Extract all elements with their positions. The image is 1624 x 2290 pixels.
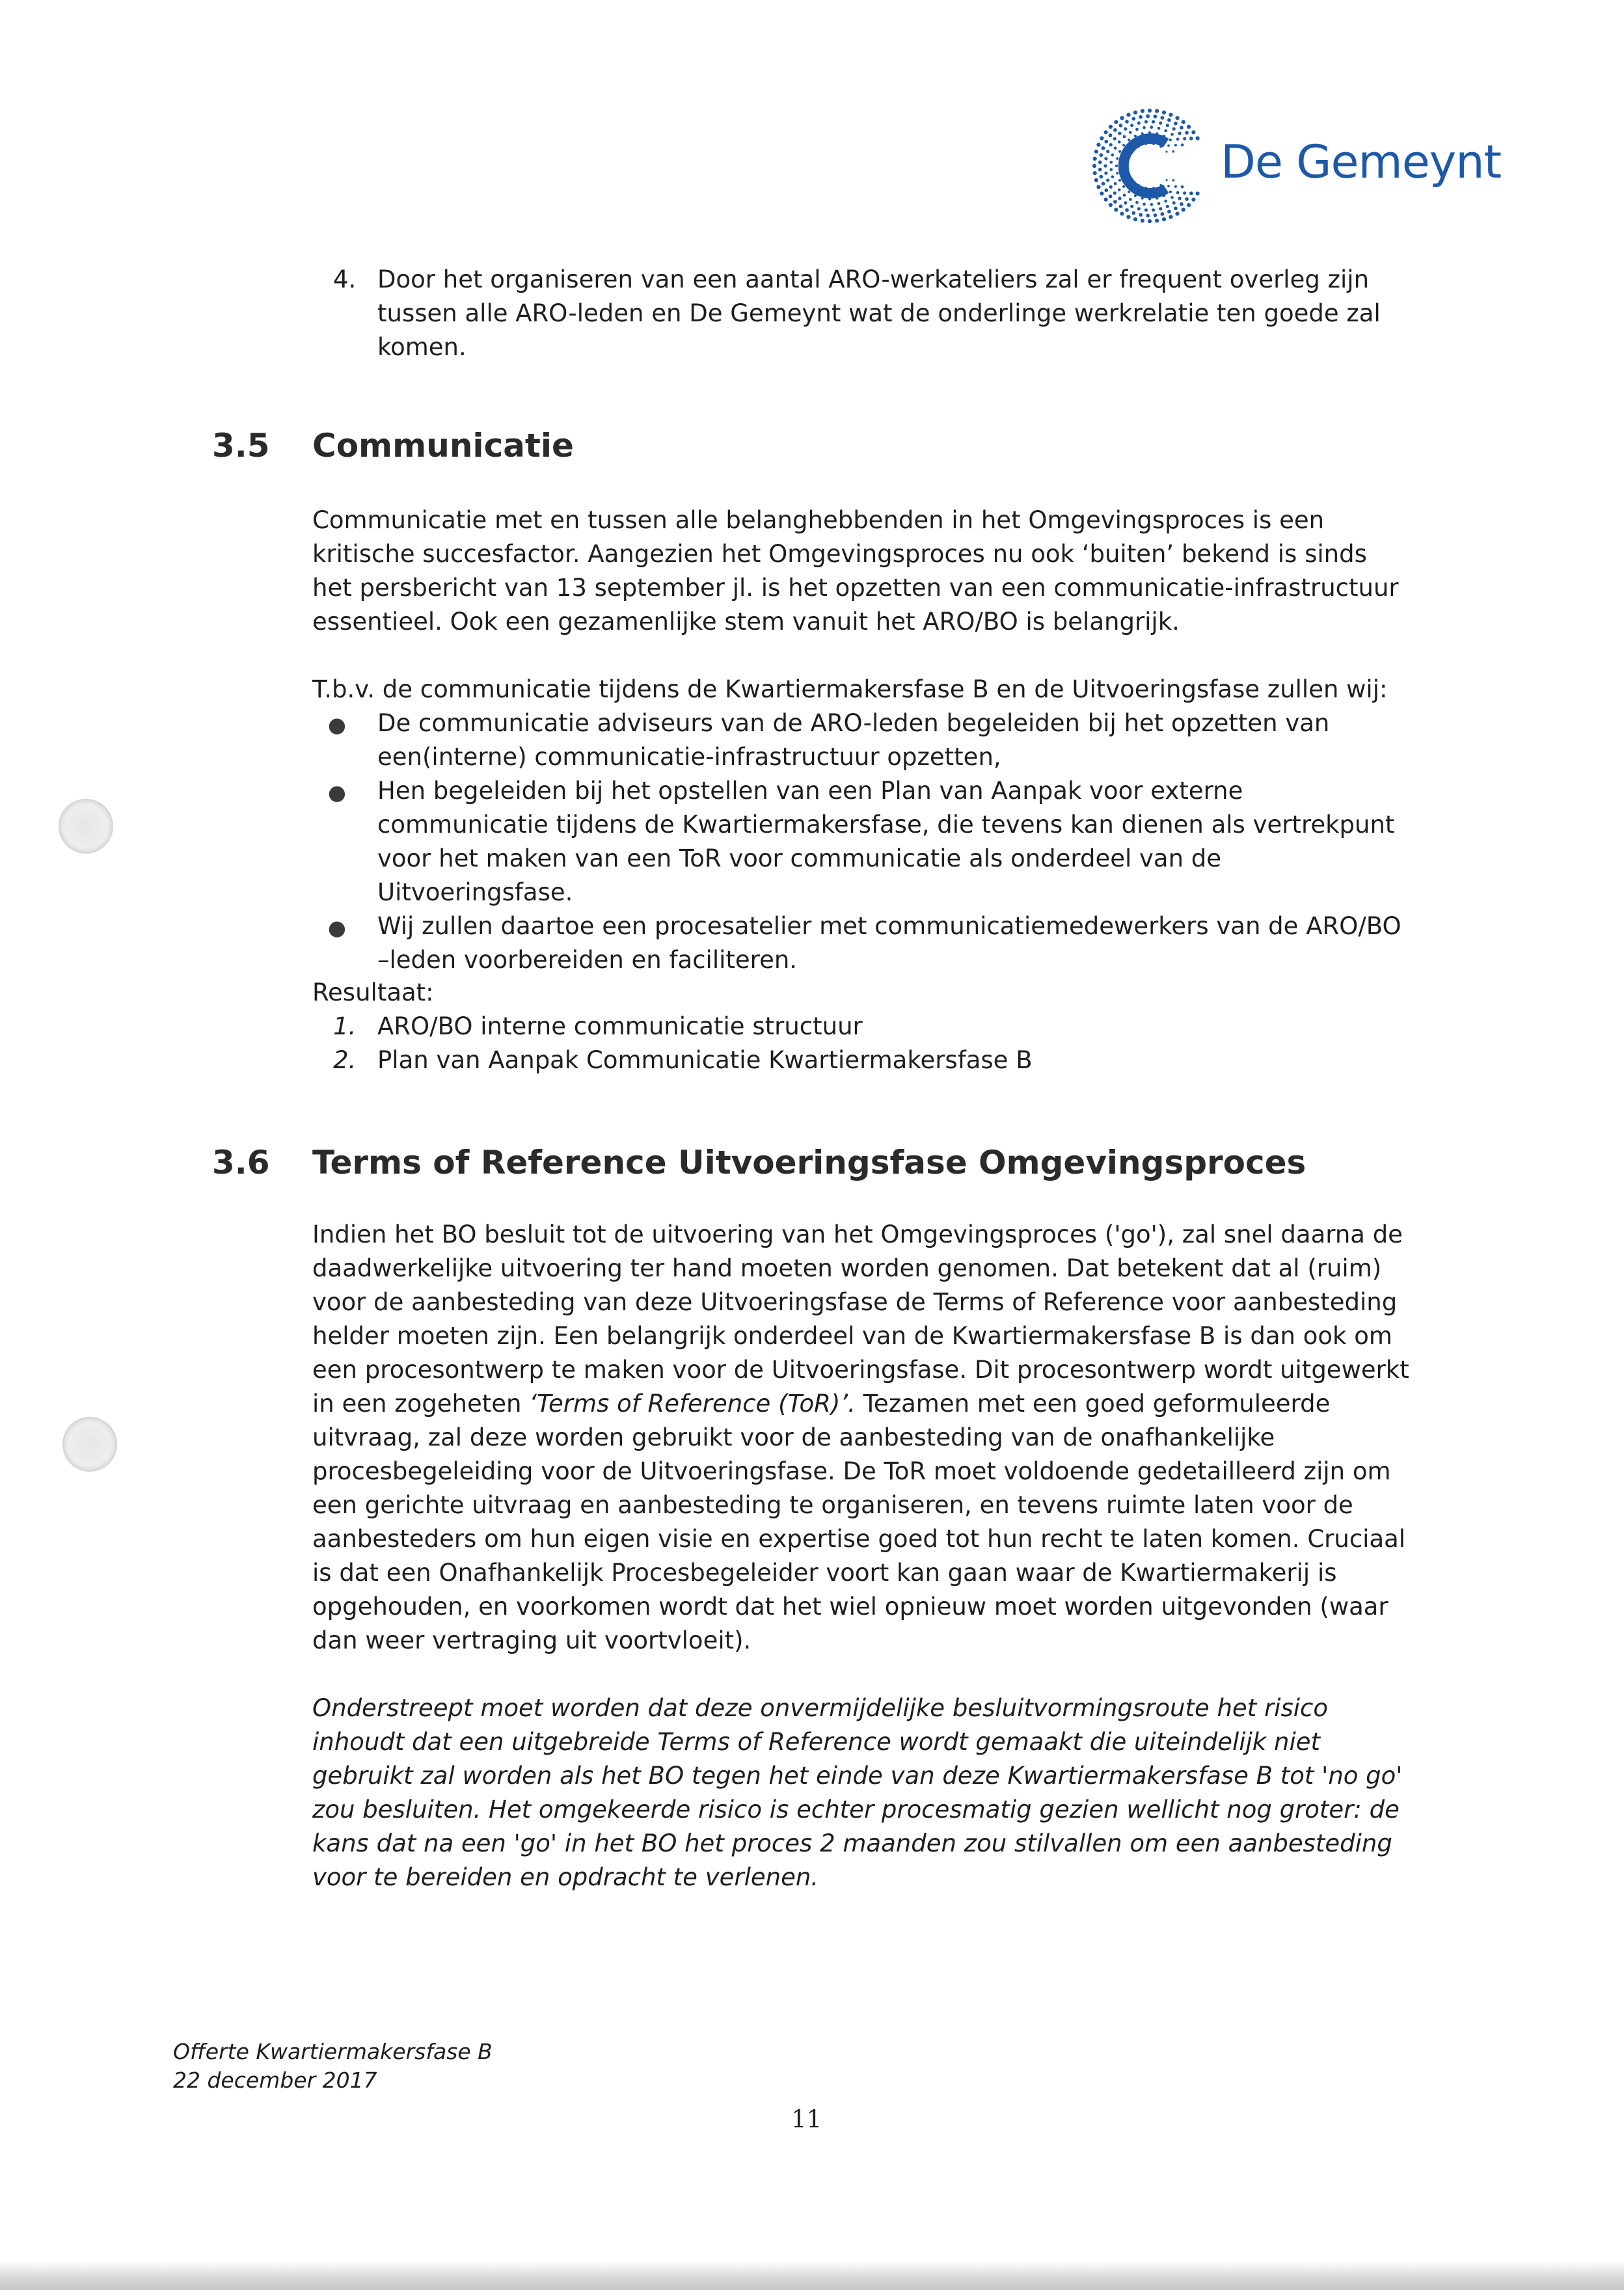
logo-dot (1152, 120, 1155, 124)
tor-paragraph-end: Tezamen met een goed geformuleerde uitvraag, zal deze worden gebruikt voor de aanbesteding van de onafhankelijke procesbegeleiding voor de Uitvoeringsfase. De ToR moet voldoende gedetailleerd zijn om een gerichte uitvraag en aanbesteding te organiseren, en tevens ruimte laten voor de aanbesteders om hun eigen visie en expertise goed tot hun recht te laten komen. Cruciaal is dat een Onafhankelijk Procesbegeleider voort kan gaan waar de Kwartiermakerij is opgehouden, en voorkomen wordt dat het wiel opnieuw moet worden uitgevonden (waar dan weer vertraging uit voortvloeit). (312, 1390, 1406, 1654)
logo-dot (1191, 130, 1195, 134)
logo-dot (1111, 175, 1115, 178)
logo-dot (1094, 178, 1098, 182)
logo-dot (1119, 124, 1123, 128)
logo-dot (1178, 131, 1182, 135)
risk-note-paragraph: Onderstreept moet worden dat deze onvermijdelijke besluitvormingsroute het risico inhoudt dat een uitgebreide Terms of Reference wordt gemaakt die uiteindelijk niet gebruikt zal worden als het BO tegen het einde van deze Kwartiermakersfase B tot 'no go' zou besluiten. Het omgekeerde risico is echter procesmatig gezien wellicht nog groter: de kans dat na een 'go' in het BO het proces 2 maanden zou stilvallen om een aanbesteding voor te bereiden en opdracht te verlenen. (312, 1694, 1403, 1891)
logo-dot (1104, 189, 1108, 193)
logo-dot (1167, 210, 1171, 214)
logo-dot (1182, 208, 1185, 211)
section-number: 3.6 (212, 1144, 270, 1181)
logo-dot (1122, 185, 1125, 188)
logo-dot (1135, 201, 1139, 204)
logo-dot (1150, 126, 1153, 129)
logo-dot (1113, 128, 1117, 132)
logo-dot (1109, 161, 1113, 164)
logo-dot (1114, 208, 1118, 211)
logo-dot (1196, 191, 1200, 195)
logo-dot (1109, 125, 1113, 129)
logo-dot (1155, 109, 1159, 113)
logo-dot (1118, 150, 1121, 153)
logo-dot (1109, 133, 1113, 137)
logo-dot (1162, 111, 1166, 114)
logo-dot (1167, 118, 1171, 122)
logo-dot (1167, 144, 1170, 147)
logo-dot (1164, 129, 1167, 133)
logo-dot (1148, 219, 1152, 223)
logo-dot (1167, 185, 1170, 187)
logo-dot (1125, 208, 1129, 212)
logo-dot (1171, 133, 1174, 136)
tor-paragraph-start: Indien het BO besluit tot de uitvoering van het Omgevingsproces ('go'), zal snel daarna de daadwerkelijke uitvoering ter hand moeten worden genomen. Dat betekent dat al (ruim) voor de aanbesteding van deze Uitvoeringsfase de Terms of Reference voor aanbesteding helder moeten zijn. Een belangrijk onderdeel van de Kwartiermakersfase B is dan ook om een procesontwerp te maken voor de Uitvoeringsfase. Dit procesontwerp wordt uitgewerkt in een zogeheten (312, 1220, 1409, 1418)
logo-dot (1189, 137, 1193, 141)
logo-dot (1094, 150, 1098, 154)
logo-dot (1100, 191, 1103, 195)
logo-dot (1157, 127, 1161, 130)
logo-dot (1172, 128, 1176, 131)
logo-dot (1144, 120, 1148, 124)
logo-dot (1160, 212, 1164, 216)
logo-dot (1099, 154, 1103, 157)
list-text: Door het organiseren van een aantal ARO-werkateliers zal er frequent overleg zijn tussen alle ARO-leden en De Gemeynt wat de onderlinge werkrelatie ten goede zal komen. (377, 265, 1381, 361)
tor-paragraph (312, 1218, 1412, 1658)
logo-dot (1171, 196, 1174, 199)
logo-dot (1148, 109, 1152, 113)
logo-dot (1109, 185, 1113, 189)
logo-dot (1118, 188, 1121, 191)
logo-dot (1139, 213, 1143, 217)
logo-dot (1104, 157, 1107, 160)
result-item (312, 1044, 1418, 1077)
page-number: 11 (791, 2105, 822, 2133)
brand-name: De Gemeynt (1221, 135, 1502, 189)
list-text: Plan van Aanpak Communicatie Kwartiermakersfase B (377, 1046, 1033, 1074)
logo-dot (1104, 140, 1108, 144)
logo-dot (1172, 179, 1174, 182)
logo-dot (1104, 130, 1108, 134)
logo-dot (1169, 139, 1172, 141)
list-number: 4. (333, 265, 357, 293)
tor-term: ‘Terms of Reference (ToR)’. (529, 1390, 856, 1418)
logo-dot (1187, 203, 1191, 207)
logo-dot (1096, 185, 1100, 189)
logo-dot (1120, 212, 1124, 216)
logo-dot (1102, 182, 1105, 185)
logo-dot (1115, 165, 1118, 167)
page-footer (173, 2038, 493, 2095)
logo-dot (1165, 179, 1167, 181)
logo-dot (1146, 214, 1150, 218)
list-number: 1. (333, 1012, 357, 1040)
logo-dot (1125, 120, 1129, 124)
logo-dot (1113, 137, 1116, 141)
logo-dot (1172, 201, 1176, 204)
logo-dot (1126, 113, 1130, 116)
logo-dot (1174, 122, 1178, 126)
logo-dot (1128, 191, 1130, 193)
logo-dot (1175, 212, 1179, 216)
logo-dot (1174, 185, 1177, 188)
logo-dot (1181, 143, 1184, 146)
logo-dot (1111, 154, 1115, 157)
logo-dot (1114, 120, 1118, 124)
logo-dot (1120, 116, 1124, 120)
logo-dot (1154, 213, 1157, 217)
logo-dot (1093, 157, 1097, 161)
logo-dot (1098, 168, 1102, 172)
logo-dot (1122, 144, 1125, 146)
logo-dot (1119, 204, 1123, 208)
logo-dot (1116, 157, 1118, 160)
logo-dot (1141, 219, 1144, 222)
logo-dot (1106, 179, 1109, 182)
bullet-text: Hen begeleiden bij het opstellen van een Plan van Aanpak voor externe communicatie tijdens de Kwartiermakersfase, die tevens kan dienen als vertrekpunt voor het maken van een ToR voor communicatie als onderdeel van de Uitvoeringsfase. (377, 777, 1395, 906)
logo-dot (1131, 117, 1135, 121)
logo-dot (1189, 191, 1193, 195)
bullet-text: Wij zullen daartoe een procesatelier met communicatiemedewerkers van de ARO/BO –leden voorbereiden en faciliteren. (377, 912, 1401, 974)
bullet-icon: ● (328, 915, 346, 940)
logo-dot (1099, 175, 1103, 179)
logo-dot (1102, 146, 1105, 150)
logo-dot (1096, 142, 1100, 146)
list-number: 2. (333, 1046, 357, 1074)
logo-dot (1162, 217, 1166, 221)
logo-dot (1169, 191, 1172, 193)
logo-dot (1141, 109, 1144, 113)
list-item (312, 707, 1418, 774)
logo-dot (1130, 205, 1133, 208)
logo-dot (1126, 215, 1130, 219)
logo-dot (1152, 208, 1155, 211)
logo-dot (1109, 168, 1113, 171)
logo-dot (1098, 161, 1102, 165)
logo-dot (1166, 205, 1169, 208)
logo-dot (1143, 203, 1146, 206)
logo-dot (1185, 197, 1189, 201)
bullet-icon: ● (328, 712, 346, 737)
logo-dot (1182, 120, 1185, 124)
bullet-icon: ● (328, 780, 346, 805)
logo-dot (1137, 122, 1141, 125)
result-item (312, 1010, 1418, 1044)
section-heading-3-5 (212, 427, 574, 465)
logo-arc (1124, 139, 1166, 193)
logo-dot (1150, 203, 1153, 206)
section-title: Terms of Reference Uitvoeringsfase Omgevingsproces (312, 1144, 1306, 1181)
communicatie-lead: T.b.v. de communicatie tijdens de Kwartiermakersfase B en de Uitvoeringsfase zullen wij: (312, 675, 1388, 703)
logo-dot (1109, 195, 1113, 198)
logo-dot (1104, 198, 1108, 202)
logo-dot (1118, 141, 1121, 144)
logo-dot (1093, 171, 1097, 175)
communicatie-paragraph: Communicatie met en tussen alle belanghebbenden in het Omgevingsproces is een kritische succesfactor. Aangezien het Omgevingsproces nu ook ‘buiten’ bekend is sinds het persbericht van 13 september jl. is het opzetten van een communicatie-infrastructuur essentieel. Ook een gezamenlijke stem vanuit het ARO/BO is belangrijk. (312, 506, 1399, 636)
logo-dot (1135, 128, 1139, 131)
logo-dot (1092, 164, 1096, 168)
logo-dot (1180, 202, 1184, 206)
logo-dot (1116, 172, 1118, 174)
logo-dot (1174, 206, 1178, 210)
logo-dot (1164, 200, 1167, 203)
logo-dot (1196, 136, 1200, 140)
dotted-c-logo-icon (1088, 104, 1211, 228)
logo-dot (1178, 196, 1182, 200)
logo-dot (1133, 111, 1137, 114)
logo-dot (1143, 126, 1146, 129)
logo-dot (1109, 143, 1113, 146)
logo-dot (1139, 115, 1143, 119)
logo-dot (1176, 191, 1180, 195)
logo-dot (1128, 139, 1130, 141)
logo-dot (1157, 202, 1161, 205)
logo-dot (1106, 150, 1109, 153)
logo-dot (1137, 207, 1141, 210)
logo-dot (1183, 137, 1186, 141)
logo-dot (1146, 114, 1150, 118)
logo-dot (1130, 124, 1133, 127)
logo-dot (1109, 203, 1113, 207)
footer-date: 22 december 2017 (173, 2068, 377, 2093)
logo-dot (1124, 201, 1127, 204)
list-text: ARO/BO interne communicatie structuur (377, 1012, 863, 1040)
logo-dot (1165, 151, 1167, 153)
logo-dot (1103, 164, 1107, 167)
section-title: Communicatie (312, 427, 574, 465)
scan-edge (0, 2261, 1624, 2290)
logo-dot (1104, 172, 1107, 175)
logo-dot (1169, 113, 1172, 116)
logo-dot (1154, 114, 1157, 118)
list-item (312, 774, 1418, 909)
logo-dot (1129, 131, 1132, 134)
logo-dot (1113, 191, 1116, 195)
logo-dot (1159, 207, 1162, 210)
logo-dot (1114, 182, 1117, 185)
logo-dot (1176, 138, 1180, 141)
brand-logo (1088, 104, 1501, 228)
logo-dot (1175, 116, 1179, 120)
logo-dot (1180, 126, 1184, 129)
logo-dot (1183, 191, 1186, 195)
logo-dot (1100, 136, 1103, 140)
logo-dot (1129, 198, 1132, 201)
footer-document-title: Offerte Kwartiermakersfase B (173, 2039, 493, 2064)
communicatie-bullet-list (312, 707, 1418, 977)
logo-dot (1160, 116, 1164, 120)
list-item (312, 909, 1418, 977)
logo-dot (1172, 150, 1174, 153)
intro-list-item (312, 263, 1418, 364)
punch-hole-bottom (62, 1417, 117, 1472)
logo-dot (1169, 215, 1172, 219)
logo-dot (1155, 219, 1159, 222)
punch-hole-top (59, 799, 113, 854)
logo-dot (1191, 198, 1195, 202)
logo-dot (1185, 131, 1189, 135)
result-label: Resultaat: (312, 978, 434, 1006)
logo-dot (1133, 217, 1137, 221)
logo-dot (1114, 146, 1117, 150)
bullet-text: De communicatie adviseurs van de ARO-leden begeleiden bij het opzetten van een(interne) communicatie-infrastructuur opzetten, (377, 709, 1330, 771)
logo-dot (1159, 122, 1162, 125)
section-heading-3-6 (212, 1144, 1306, 1181)
logo-dot (1118, 196, 1121, 200)
logo-dot (1187, 125, 1191, 129)
logo-dot (1181, 185, 1184, 189)
logo-dot (1144, 208, 1148, 211)
logo-dot (1124, 128, 1127, 131)
logo-dot (1123, 194, 1126, 197)
logo-dot (1131, 211, 1135, 215)
section-number: 3.5 (212, 427, 270, 465)
logo-dot (1123, 135, 1126, 139)
logo-dot (1118, 179, 1121, 182)
logo-dot (1174, 144, 1177, 146)
logo-dot (1166, 124, 1169, 127)
logo-dot (1118, 131, 1121, 135)
logo-dot (1113, 200, 1117, 204)
